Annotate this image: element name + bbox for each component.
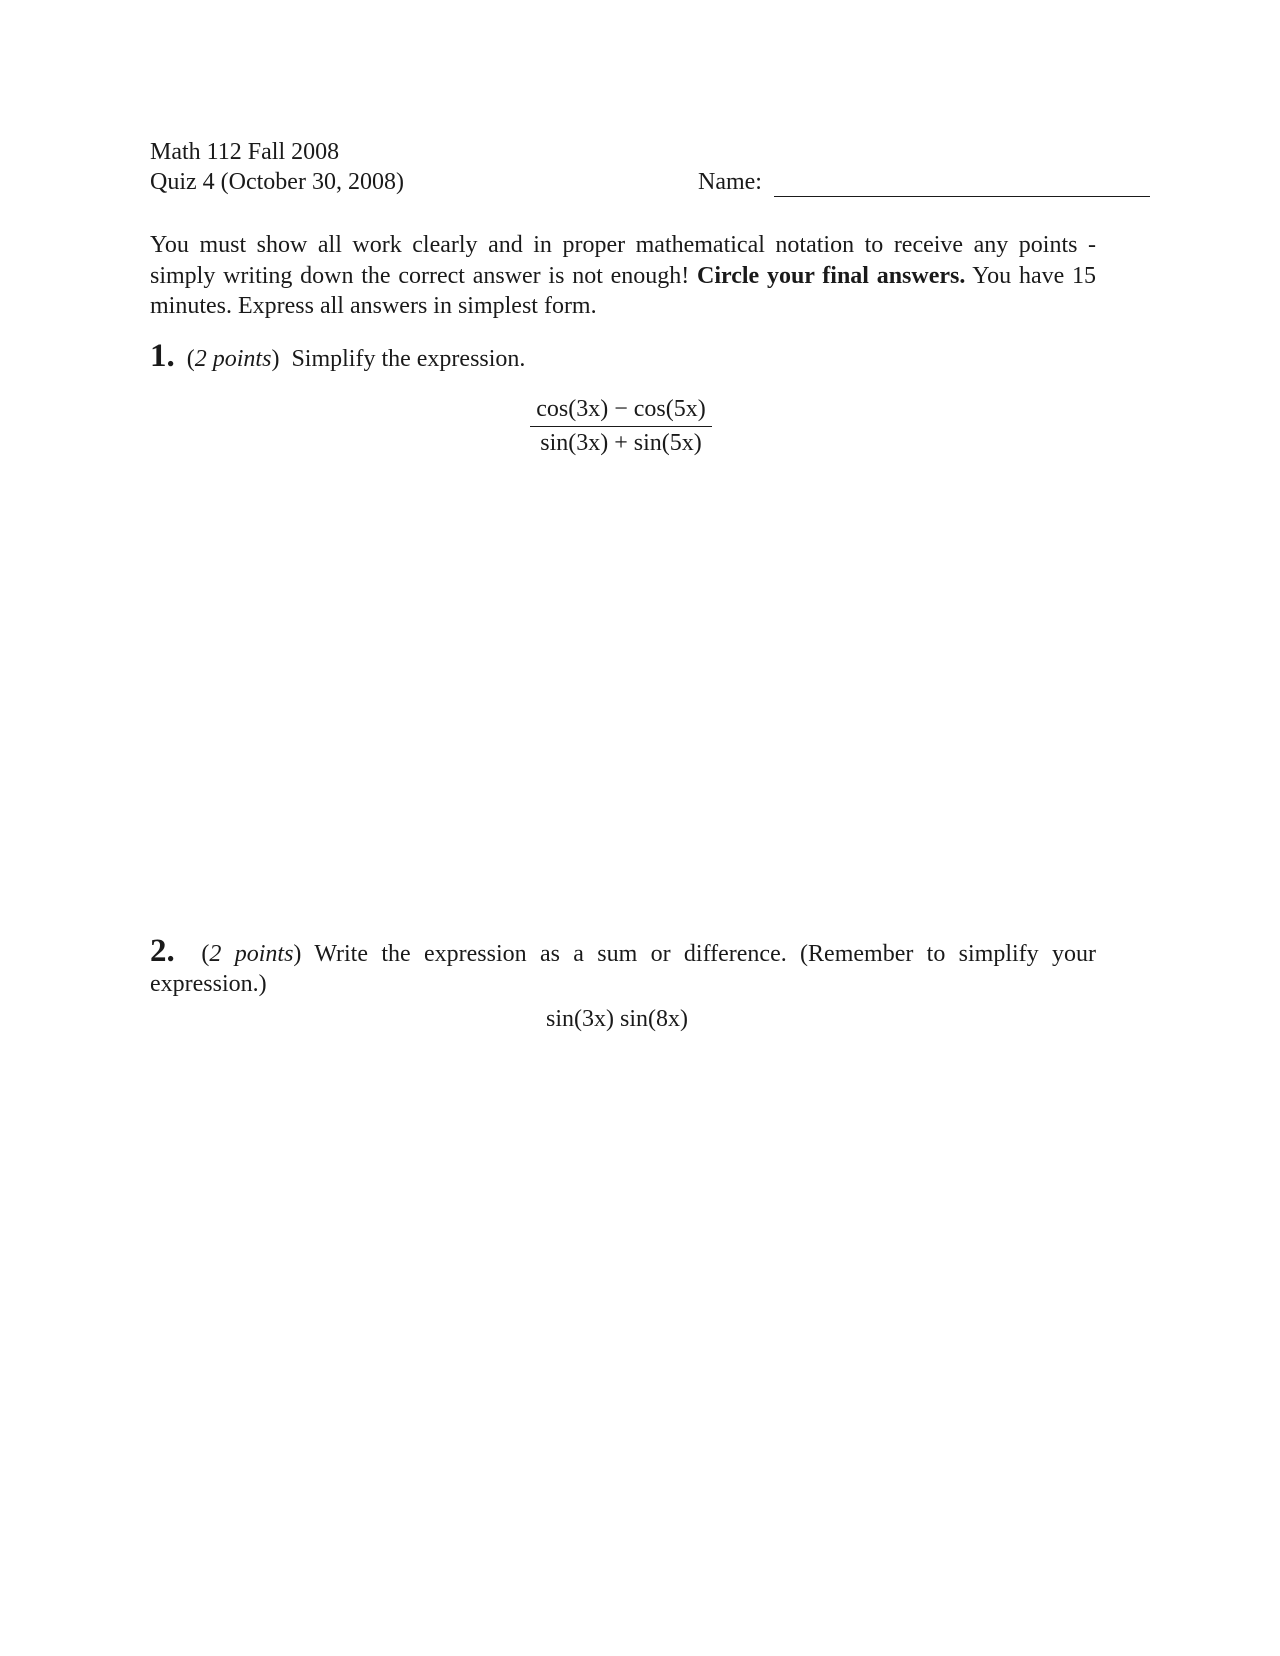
expression-numerator: cos(3x) − cos(5x) <box>536 396 706 422</box>
fraction-bar <box>530 426 712 427</box>
question-2-expression: sin(3x) sin(8x) <box>546 1006 688 1032</box>
instructions-text-1: You must show all work clearly and in proper mathematical notation to receive any points - simply writing down the correct answer is not enough! <box>150 232 1096 289</box>
question-1-expression <box>530 394 712 458</box>
question-prompt: Write the expression as a sum or difference. (Remember to simplify your expression.) <box>150 941 1096 997</box>
points-text: 2 points <box>194 346 272 372</box>
question-2 <box>150 933 1096 999</box>
expression-denominator: sin(3x) + sin(5x) <box>540 430 702 456</box>
quiz-title: Quiz 4 (October 30, 2008) <box>150 169 404 195</box>
question-number: 1. <box>150 338 175 374</box>
question-number: 2. <box>150 933 175 969</box>
question-prompt: Simplify the expression. <box>291 346 526 372</box>
points-text: 2 points <box>209 941 294 967</box>
question-points: (2 points) <box>188 941 302 967</box>
question-1 <box>150 336 525 379</box>
instructions-text-2: You have 15 minutes. Express all answers in simplest form. <box>150 262 1096 319</box>
course-title: Math 112 Fall 2008 <box>150 139 340 165</box>
instructions <box>150 230 1096 322</box>
question-points: (2 points) <box>180 346 280 372</box>
instructions-bold: Circle your final answers. <box>697 262 966 289</box>
name-label: Name: <box>698 169 762 195</box>
name-field[interactable] <box>774 196 1150 197</box>
